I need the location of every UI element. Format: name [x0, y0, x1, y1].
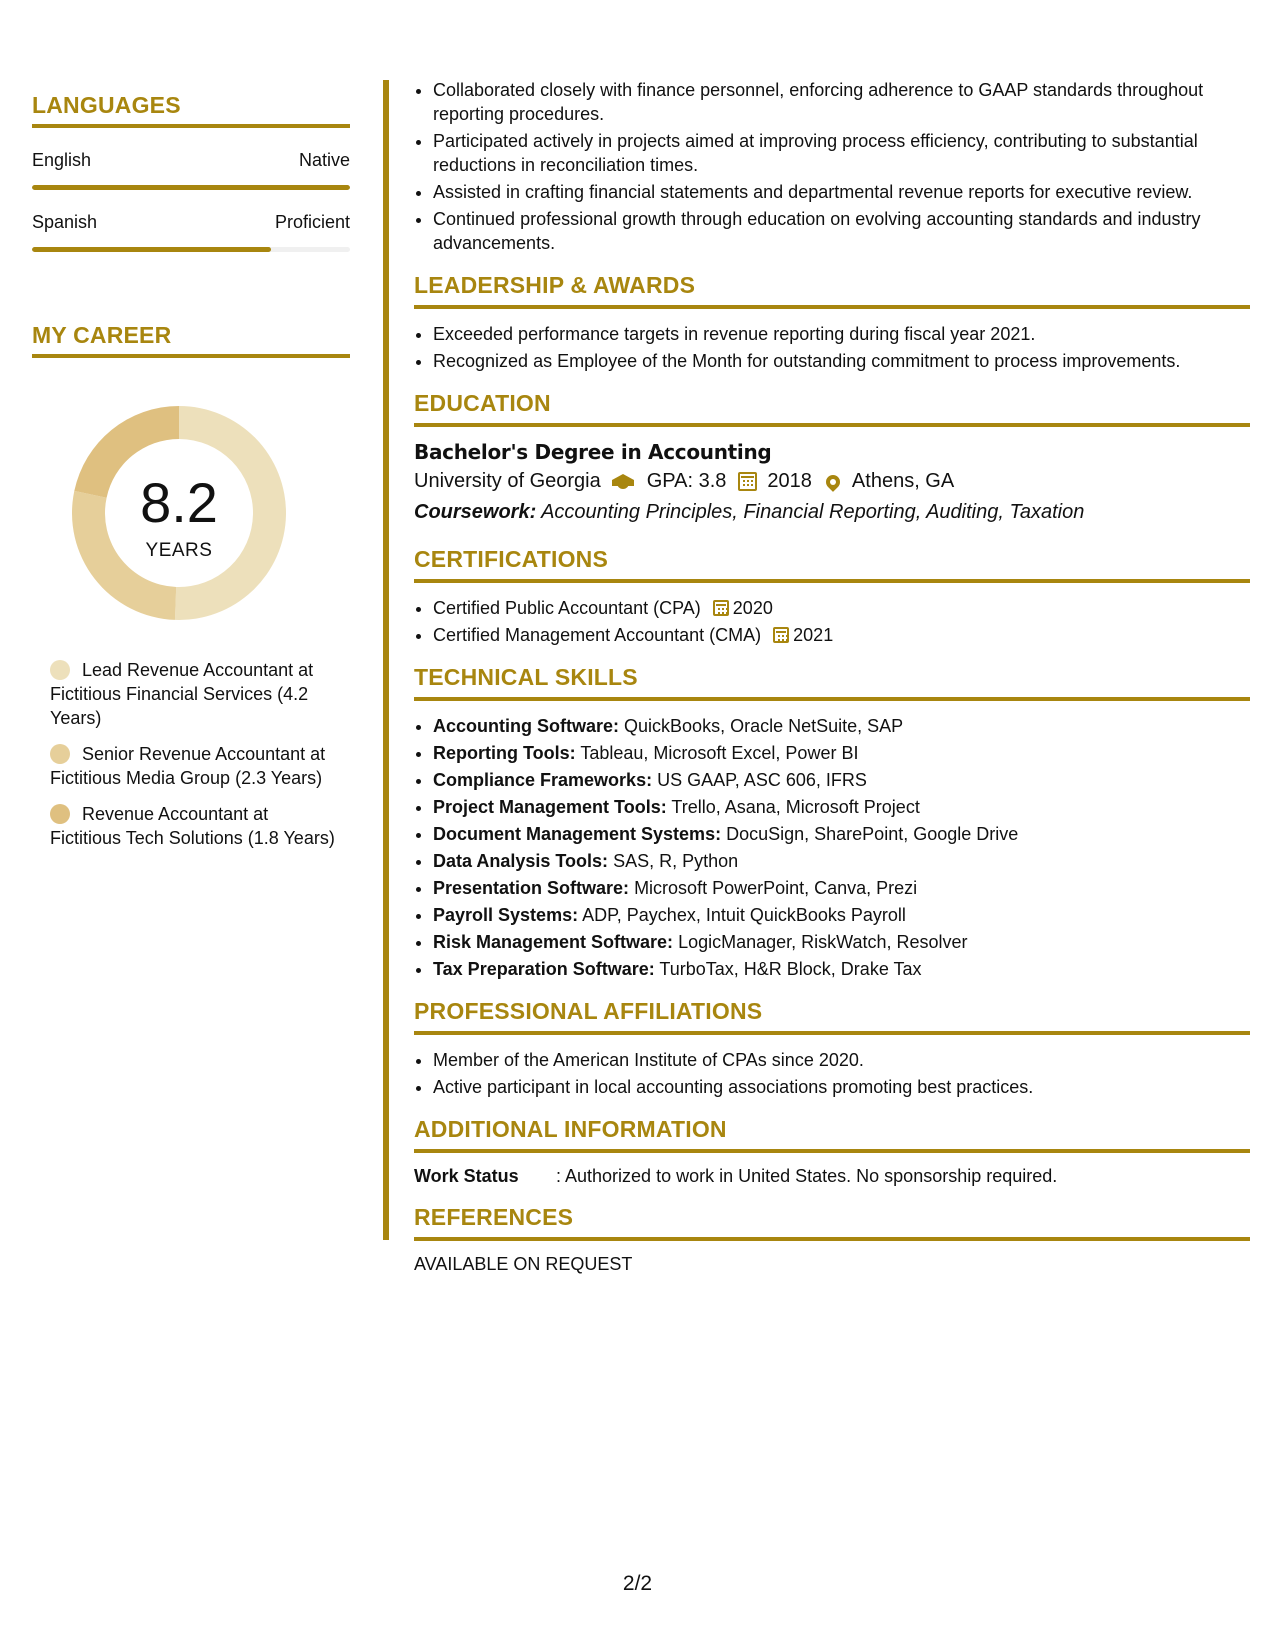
skill-value: DocuSign, SharePoint, Google Drive: [726, 824, 1019, 844]
skill-label: Compliance Frameworks:: [433, 770, 653, 790]
language-proficiency-fill: [32, 185, 350, 190]
skill-value: QuickBooks, Oracle NetSuite, SAP: [624, 716, 904, 736]
skill-label: Payroll Systems:: [433, 905, 579, 925]
education-location: Athens, GA: [851, 470, 955, 492]
right-column: [414, 78, 1250, 1275]
certification-year: 2021: [793, 625, 834, 645]
location-pin-icon: [823, 472, 843, 492]
skill-value: Trello, Asana, Microsoft Project: [671, 797, 920, 817]
education-coursework: [414, 501, 1250, 524]
page-number: 2/2: [622, 1572, 653, 1595]
career-role-label: Revenue Accountant at Fictitious Tech Solutions (1.8 Years): [50, 804, 335, 848]
language-proficiency-bar: [32, 247, 350, 252]
legend-dot: [50, 744, 70, 764]
calendar-icon: [713, 600, 729, 616]
education-details: [414, 470, 1250, 493]
skill-item: [433, 714, 1250, 738]
additional-info-heading: ADDITIONAL INFORMATION: [414, 1116, 1250, 1153]
skill-item: [433, 741, 1250, 765]
experience-bullets: [414, 78, 1250, 255]
leadership-heading: LEADERSHIP & AWARDS: [414, 272, 1250, 309]
skill-value: ADP, Paychex, Intuit QuickBooks Payroll: [582, 905, 906, 925]
career-legend-item: [50, 658, 340, 730]
education-heading: EDUCATION: [414, 390, 1250, 427]
skill-label: Presentation Software:: [433, 878, 630, 898]
legend-dot: [50, 804, 70, 824]
additional-info-section: [414, 1116, 1250, 1187]
affiliation-item: • Member of the American Institute of CPAs since 2020.: [433, 1048, 1250, 1072]
certification-name: Certified Public Accountant (CPA): [433, 598, 701, 618]
career-donut-chart: [66, 400, 292, 626]
skills-section: [414, 664, 1250, 981]
skill-item: [433, 795, 1250, 819]
calendar-icon: [773, 627, 789, 643]
graduation-cap-icon: [611, 474, 635, 490]
language-level: Native: [298, 150, 350, 170]
career-role-label: Senior Revenue Accountant at Fictitious Media Group (2.3 Years): [50, 744, 326, 788]
career-total-unit: YEARS: [145, 540, 213, 561]
skill-value: LogicManager, RiskWatch, Resolver: [678, 932, 968, 952]
skill-item: [433, 903, 1250, 927]
skill-value: TurboTax, H&R Block, Drake Tax: [659, 959, 922, 979]
skill-label: Document Management Systems:: [433, 824, 722, 844]
work-status-value: : Authorized to work in United States. No sponsorship required.: [556, 1166, 1058, 1186]
legend-dot: [50, 660, 70, 680]
languages-heading: LANGUAGES: [32, 92, 350, 128]
work-status-label: Work Status: [414, 1166, 519, 1186]
skills-heading: TECHNICAL SKILLS: [414, 664, 1250, 701]
language-level: Proficient: [274, 212, 350, 232]
affiliations-heading: PROFESSIONAL AFFILIATIONS: [414, 998, 1250, 1035]
skill-label: Accounting Software:: [433, 716, 620, 736]
language-name: Spanish: [32, 212, 98, 232]
skill-label: Tax Preparation Software:: [433, 959, 655, 979]
skill-item: [433, 876, 1250, 900]
skill-item: [433, 822, 1250, 846]
references-text: AVAILABLE ON REQUEST: [414, 1254, 633, 1274]
language-item: [32, 212, 350, 252]
experience-bullet: • Collaborated closely with finance personnel, enforcing adherence to GAAP standards throughout reporting procedures.: [433, 78, 1250, 126]
skill-value: SAS, R, Python: [613, 851, 739, 871]
skill-value: Microsoft PowerPoint, Canva, Prezi: [634, 878, 918, 898]
certifications-section: [414, 546, 1250, 647]
career-legend-item: [50, 742, 340, 790]
experience-bullet: • Participated actively in projects aimed at improving process efficiency, contributing to substantial reductions in reconciliation times.: [433, 129, 1250, 177]
experience-bullet: • Assisted in crafting financial statements and departmental revenue reports for executive review.: [433, 180, 1250, 204]
references-heading: REFERENCES: [414, 1204, 1250, 1241]
education-year: 2018: [767, 470, 812, 492]
career-total-years: 8.2: [140, 471, 218, 534]
language-item: [32, 150, 350, 190]
career-legend: [50, 658, 340, 850]
skill-item: [433, 957, 1250, 981]
left-column: [32, 92, 350, 862]
skill-label: Data Analysis Tools:: [433, 851, 609, 871]
leadership-item: • Exceeded performance targets in revenue reporting during fiscal year 2021.: [433, 322, 1250, 346]
skill-value: US GAAP, ASC 606, IFRS: [657, 770, 867, 790]
leadership-item: • Recognized as Employee of the Month for outstanding commitment to process improvements.: [433, 349, 1250, 373]
education-degree: Bachelor's Degree in Accounting: [414, 440, 772, 464]
skill-label: Reporting Tools:: [433, 743, 576, 763]
skill-label: Risk Management Software:: [433, 932, 674, 952]
language-name: English: [32, 150, 92, 170]
skill-item: [433, 849, 1250, 873]
experience-bullet: • Continued professional growth through education on evolving accounting standards and industry advancements.: [433, 207, 1250, 255]
skill-item: [433, 768, 1250, 792]
language-proficiency-bar: [32, 185, 350, 190]
education-gpa: GPA: 3.8: [646, 470, 727, 492]
references-section: [414, 1204, 1250, 1275]
calendar-icon: [738, 472, 757, 491]
skill-item: [433, 930, 1250, 954]
skill-label: Project Management Tools:: [433, 797, 667, 817]
certification-item: [433, 596, 1250, 620]
certification-name: Certified Management Accountant (CMA): [433, 625, 762, 645]
certification-item: [433, 623, 1250, 647]
coursework-label: Coursework:: [414, 501, 537, 523]
career-legend-item: [50, 802, 340, 850]
certifications-heading: CERTIFICATIONS: [414, 546, 1250, 583]
career-heading: MY CAREER: [32, 322, 350, 358]
education-school: University of Georgia: [414, 470, 601, 492]
skill-value: Tableau, Microsoft Excel, Power BI: [580, 743, 859, 763]
career-role-label: Lead Revenue Accountant at Fictitious Financial Services (4.2 Years): [50, 660, 314, 728]
education-section: [414, 390, 1250, 524]
coursework-list: Accounting Principles, Financial Reporting, Auditing, Taxation: [541, 501, 1085, 523]
certification-year: 2020: [732, 598, 773, 618]
language-proficiency-fill: [32, 247, 271, 252]
column-divider: [383, 80, 389, 1240]
leadership-section: [414, 272, 1250, 373]
affiliation-item: • Active participant in local accounting associations promoting best practices.: [433, 1075, 1250, 1099]
affiliations-section: [414, 998, 1250, 1099]
work-status: [414, 1166, 1250, 1187]
